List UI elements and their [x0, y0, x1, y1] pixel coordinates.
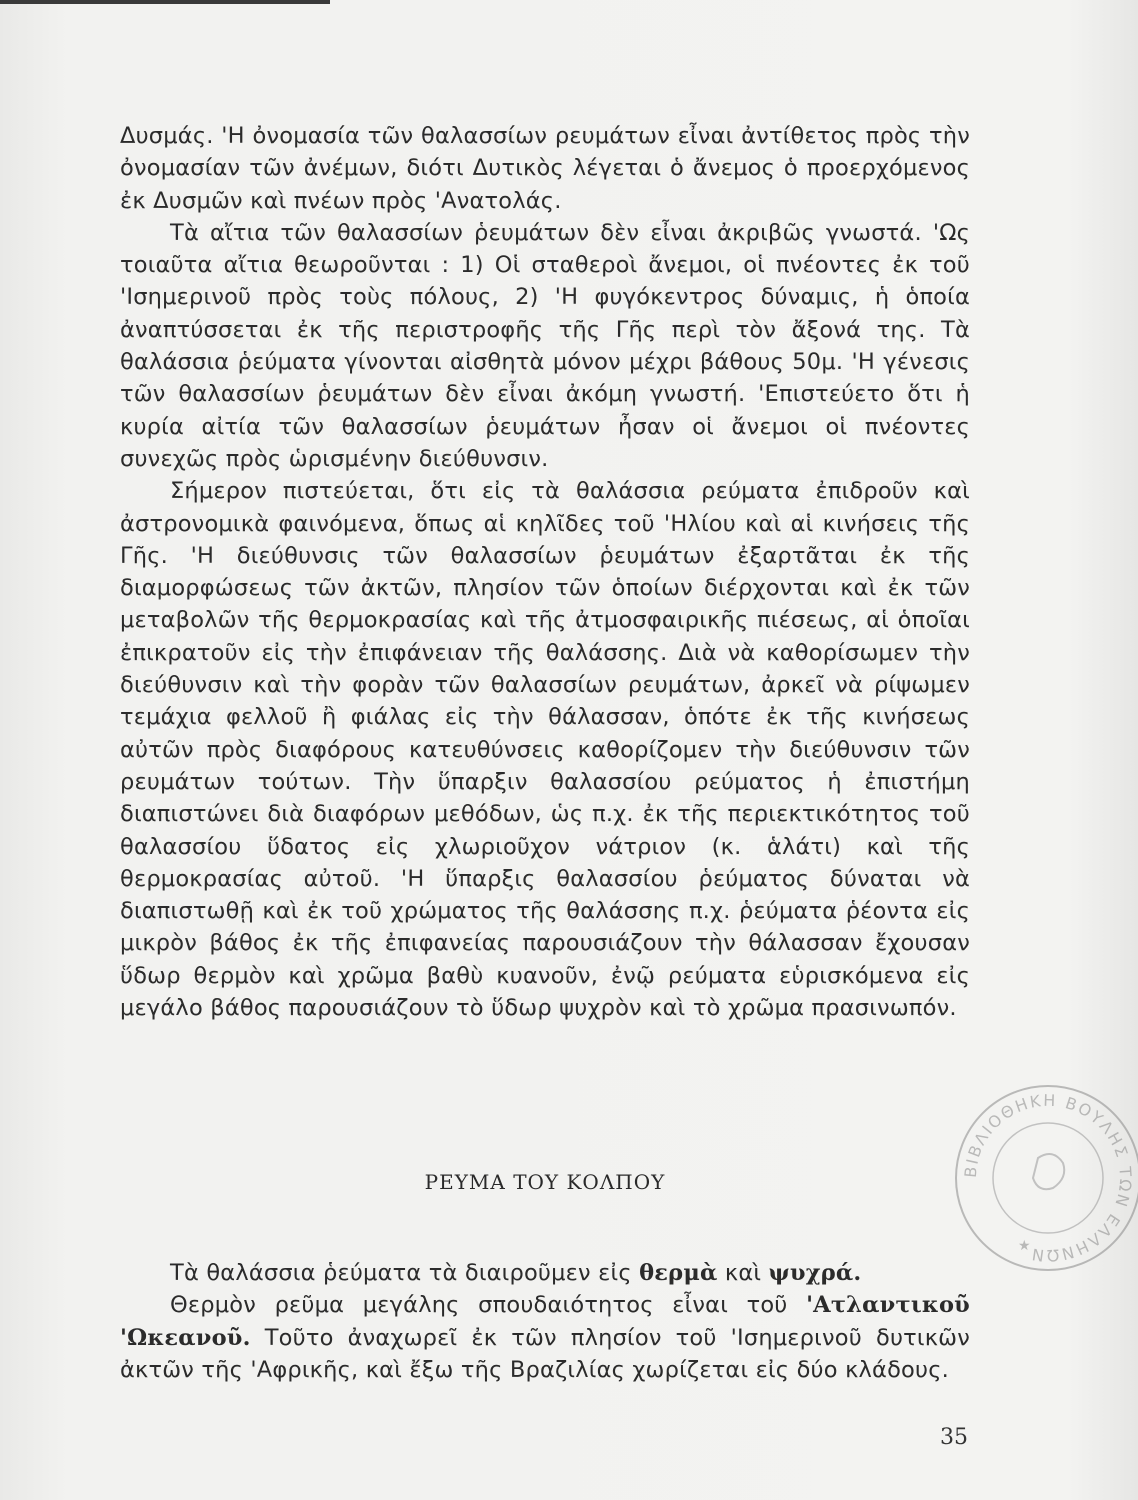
- term-atlantic-ocean: 'Ατλαντικοῦ 'Ωκεανοῦ.: [120, 1292, 970, 1351]
- paragraph-5: [120, 1289, 970, 1386]
- top-edge-rule: [0, 0, 330, 4]
- paragraph-4: [120, 1257, 970, 1289]
- paragraph-3: Σήμερον πιστεύεται, ὅτι εἰς τὰ θαλάσσια ρεύματα ἐπιδροῦν καὶ ἀστρονομικὰ φαινόμενα, ὅπως αἱ κηλῖδες τοῦ 'Ηλίου καὶ αἱ κινήσεις τῆς Γῆς. 'Η διεύθυνσις τῶν θαλασσίων ῥευμάτων ἐξαρτᾶται ἐκ τῆς διαμορφώσεως τῶν ἀκτῶν, πλησίον τῶν ὁποίων διέρχονται καὶ ἐκ τῶν μεταβολῶν τῆς θερμοκρασίας καὶ τῆς ἀτμοσφαιρικῆς πιέσεως, αἱ ὁποῖαι ἐπικρατοῦν εἰς τὴν ἐπιφάνειαν τῆς θαλάσσης. Διὰ νὰ καθορίσωμεν τὴν διεύθυνσιν καὶ τὴν φορὰν τῶν θαλασσίων ρευμάτων, ἀρκεῖ νὰ ρίψωμεν τεμάχια φελλοῦ ἢ φιάλας εἰς τὴν θάλασσαν, ὁπότε ἐκ τῆς κινήσεως αὐτῶν πρὸς διαφόρους κατευθύνσεις καθορίζομεν τὴν διεύθυνσιν τῶν ρευμάτων τούτων. Τὴν ὕπαρξιν θαλασσίου ρεύματος ἡ ἐπιστήμη διαπιστώνει διὰ διαφόρων μεθόδων, ὡς π.χ. ἐκ τῆς περιεκτικότητος τοῦ θαλασσίου ὕδατος εἰς χλωριοῦχον νάτριον (κ. ἁλάτι) καὶ τῆς θερμοκρασίας αὐτοῦ. 'Η ὕπαρξις θαλασσίου ῥεύματος δύναται νὰ διαπιστωθῇ καὶ ἐκ τοῦ χρώματος τῆς θαλάσσης π.χ. ῥεύματα ῥέοντα εἰς μικρὸν βάθος ἐκ τῆς ἐπιφανείας παρουσιάζουν τὴν θάλασσαν ἔχουσαν ὕδωρ θερμὸν καὶ χρῶμα βαθὺ κυανοῦν, ἐνῷ ρεύματα εὑρισκόμενα εἰς μεγάλο βάθος παρουσιάζουν τὸ ὕδωρ ψυχρὸν καὶ τὸ χρῶμα πρασινωπόν.: [120, 478, 970, 1022]
- term-cold: ψυχρά.: [768, 1260, 862, 1286]
- paragraph-1: Δυσμάς. 'Η ὀνομασία τῶν θαλασσίων ρευμάτων εἶναι ἀντίθετος πρὸς τὴν ὀνομασίαν τῶν ἀνέμων, διότι Δυτικὸς λέγεται ὁ ἄνεμος ὁ προερχόμενος ἐκ Δυσμῶν καὶ πνέων πρὸς 'Ανατολάς.: [120, 123, 970, 214]
- stamp-text: ΒΙΒΛΙΟΘΗΚΗ ΒΟΥΛΗΣ ΤΩΝ ΕΛΛΗΝΩΝ: [960, 1090, 1136, 1266]
- term-warm: θερμὰ: [639, 1260, 718, 1286]
- paragraph-2: Τὰ αἴτια τῶν θαλασσίων ῥευμάτων δὲν εἶναι ἀκριβῶς γνωστά. 'Ως τοιαῦτα αἴτια θεωροῦνται : 1) Οἱ σταθεροὶ ἄνεμοι, οἱ πνέοντες ἐκ τοῦ 'Ισημερινοῦ πρὸς τοὺς πόλους, 2) 'Η φυγόκεντρος δύναμις, ἡ ὁποία ἀναπτύσσεται ἐκ τῆς περιστροφῆς τῆς Γῆς περὶ τὸν ἄξονά της. Τὰ θαλάσσια ῥεύματα γίνονται αἰσθητὰ μόνον μέχρι βάθους 50μ. 'Η γένεσις τῶν θαλασσίων ῥευμάτων δὲν εἶναι ἀκόμη γνωστή. 'Επιστεύετο ὅτι ἡ κυρία αἰτία τῶν θαλασσίων ῥευμάτων ἦσαν οἱ ἄνεμοι οἱ πνέοντες συνεχῶς πρὸς ὡρισμένην διεύθυνσιν.: [120, 219, 970, 472]
- svg-text:★: ★: [1018, 1238, 1031, 1254]
- body-text: [120, 120, 970, 1024]
- paragraph-5-rest: Τοῦτο ἀναχωρεῖ ἐκ τῶν πλησίον τοῦ 'Ισημερινοῦ δυτικῶν ἀκτῶν τῆς 'Αφρικῆς, καὶ ἔξω τῆς Βραζιλίας χωρίζεται εἰς δύο κλάδους.: [120, 1324, 970, 1383]
- paragraph-4-conj: καὶ: [717, 1260, 769, 1286]
- library-stamp-icon: [948, 1078, 1138, 1278]
- svg-text:ΒΙΒΛΙΟΘΗΚΗ ΒΟΥΛΗΣ ΤΩΝ ΕΛΛΗΝΩΝ: [961, 1091, 1135, 1265]
- page-number: 35: [940, 1425, 968, 1450]
- paragraph-4-text: Τὰ θαλάσσια ῥεύματα τὰ διαιροῦμεν εἰς: [170, 1260, 640, 1286]
- lower-text: [120, 1257, 970, 1386]
- section-heading: ΡΕΥΜΑ ΤΟΥ ΚΟΛΠΟΥ: [424, 1170, 666, 1194]
- paragraph-5-text: Θερμὸν ρεῦμα μεγάλης σπουδαιότητος εἶναι τοῦ: [170, 1292, 807, 1319]
